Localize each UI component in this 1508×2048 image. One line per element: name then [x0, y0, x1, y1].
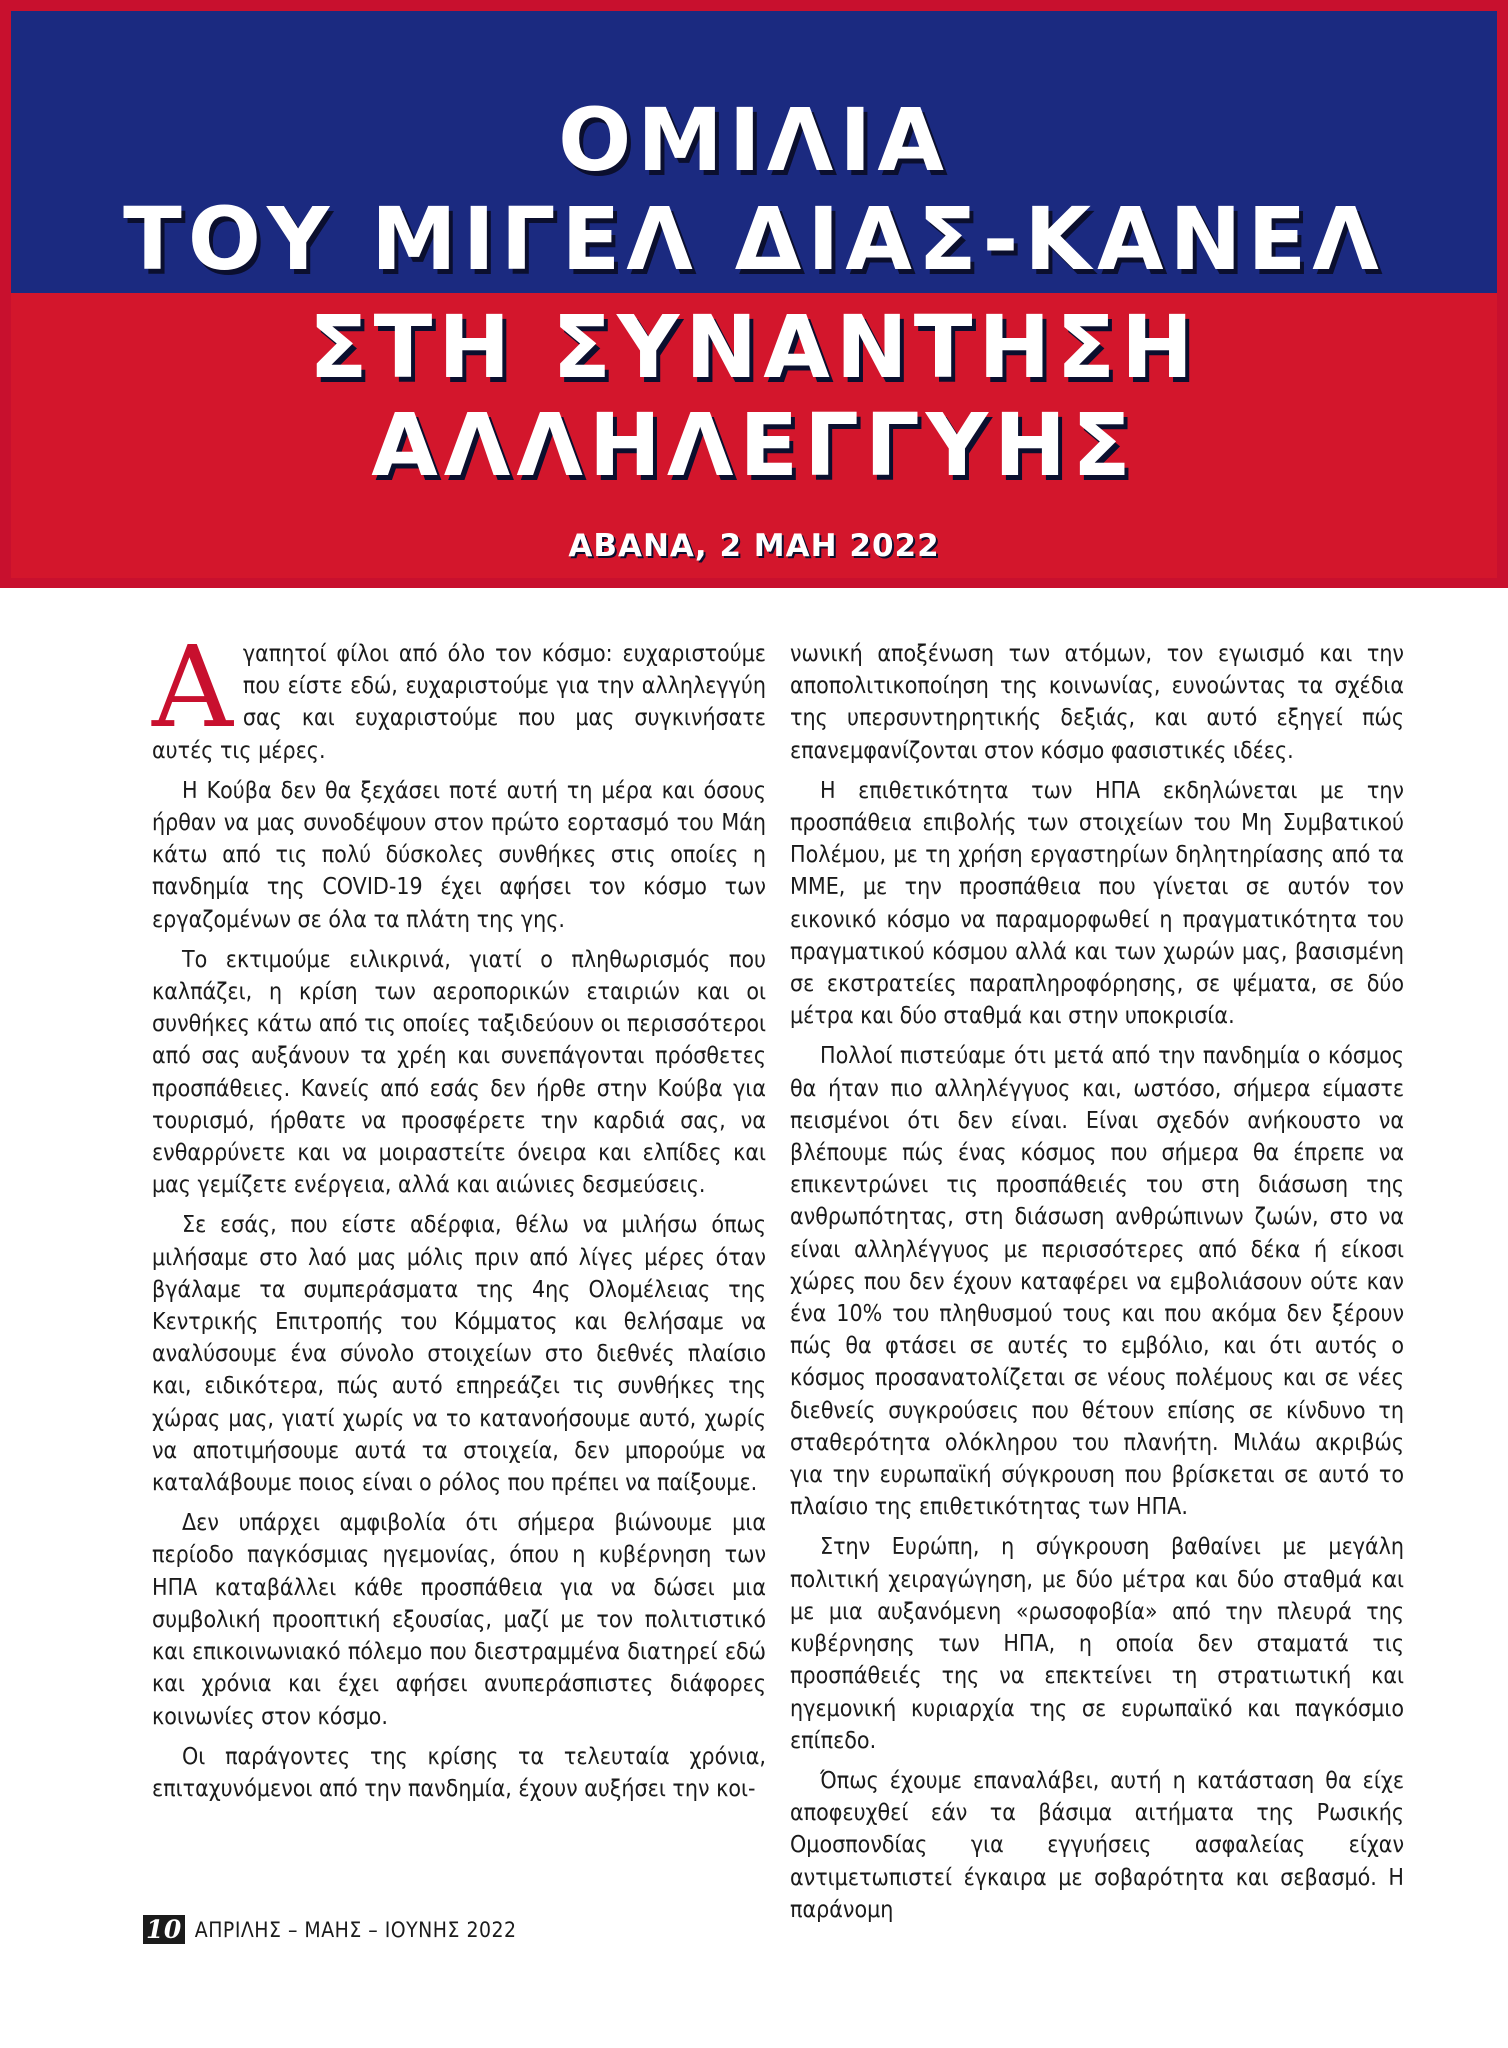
- article-paragraph-continued: νωνική αποξένωση των ατόμων, τον εγωισμό και την αποπολιτικοποίηση της κοινωνίας, ευνοώντας τα σχέδια της υπερσυντηρητικής δεξιάς, και αυτό εξηγεί πώς επανεμφανίζονται στον κόσμο φασιστικές ιδέες.: [790, 641, 1404, 764]
- drop-cap: Α: [152, 623, 233, 753]
- article-column-right: [790, 638, 1404, 1934]
- article-column-left: [152, 623, 766, 1813]
- article-paragraph: Η Κούβα δεν θα ξεχάσει ποτέ αυτή τη μέρα και όσους ήρθαν να μας συνοδέψουν στον πρώτο εορτασμό του Μάη κάτω από τις πολύ δύσκολες συνθήκες στις οποίες η πανδημία της COVID-19 έχει αφήσει τον κόσμο των εργαζομένων σε όλα τα πλάτη της γης.: [152, 777, 766, 933]
- article-paragraph: [152, 623, 766, 767]
- title-line-1: ΟΜΙΛΙΑ: [558, 91, 950, 191]
- article-paragraph: Όπως έχουμε επαναλάβει, αυτή η κατάσταση θα είχε αποφευχθεί εάν τα βάσιμα αιτήματα της Ρωσικής Ομοσπονδίας για εγγυήσεις ασφαλείας είχαν αντιμετωπιστεί έγκαιρα με σοβαρότητα και σεβασμό. Η παράνομη: [790, 1767, 1404, 1923]
- title-line-4: ΑΛΛΗΛΕΓΓΥΗΣ: [371, 396, 1137, 496]
- issue-date: ΑΠΡΙΛΗΣ – ΜΑΗΣ – ΙΟΥΝΗΣ 2022: [194, 1917, 517, 1942]
- article-paragraph: Σε εσάς, που είστε αδέρφια, θέλω να μιλήσω όπως μιλήσαμε στο λαό μας μόλις πριν από λίγες μέρες όταν βγάλαμε τα συμπεράσματα της 4ης Ολομέλειας της Κεντρικής Επιτροπής του Κόμματος και θελήσαμε να αναλύσουμε ένα σύνολο στοιχείων στο διεθνές πλαίσιο και, ειδικότερα, πώς αυτό επηρεάζει τις συνθήκες της χώρας μας, γιατί χωρίς να το κατανοήσουμε αυτό, χωρίς να αποτιμήσουμε αυτά τα στοιχεία, δεν μπορούμε να καταλάβουμε ποιος είναι ο ρόλος που πρέπει να παίξουμε.: [152, 1212, 766, 1497]
- article-paragraph: Η επιθετικότητα των ΗΠΑ εκδηλώνεται με την προσπάθεια επιβολής των στοιχείων του Μη Συμβατικού Πολέμου, με τη χρήση εργαστηρίων δηλητηρίασης από τα ΜΜΕ, με την προσπάθεια που γίνεται σε αυτόν τον εικονικό κόσμο να παραμορφωθεί η πραγματικότητα του πραγματικού κόσμου αλλά και των χωρών μας, βασισμένη σε εκστρατείες παραπληροφόρησης, σε ψέματα, σε δύο μέτρα και δύο σταθμά και στην υποκρισία.: [790, 777, 1404, 1030]
- article-paragraph: Δεν υπάρχει αμφιβολία ότι σήμερα βιώνουμε μια περίοδο παγκόσμιας ηγεμονίας, όπου η κυβέρνηση των ΗΠΑ καταβάλλει κάθε προσπάθεια για να δώσει μια συμβολική προοπτική εξουσίας, μαζί με τον πολιτιστικό και επικοινωνιακό πόλεμο που διεστραμμένα διατηρεί εδώ και χρόνια και έχει αφήσει ανυπεράσπιστες διάφορες κοινωνίες στον κόσμο.: [152, 1510, 766, 1730]
- dateline: ΑΒΑΝΑ, 2 ΜΑΗ 2022: [568, 528, 940, 564]
- title-line-3: ΣΤΗ ΣΥΝΑΝΤΗΣΗ: [308, 298, 1200, 398]
- title-line-2: ΤΟΥ ΜΙΓΕΛ ΔΙΑΣ-ΚΑΝΕΛ: [123, 190, 1385, 290]
- article-paragraph: Το εκτιμούμε ειλικρινά, γιατί ο πληθωρισμός που καλπάζει, η κρίση των αεροπορικών εταιριών και οι συνθήκες κάτω από τις οποίες ταξιδεύουν οι περισσότεροι από σας αυξάνουν τα χρέη και συνεπάγονται πρόσθετες προσπάθειες. Κανείς από εσάς δεν ήρθε στην Κούβα για τουρισμό, ήρθατε να προσφέρετε την καρδιά σας, να ενθαρρύνετε και να μοιραστείτε όνειρα και ελπίδες και μας γεμίζετε ενέργεια, αλλά και αιώνιες δεσμεύσεις.: [152, 946, 766, 1199]
- header-banner: [0, 0, 1508, 588]
- paragraph-text: γαπητοί φίλοι από όλο τον κόσμο: ευχαριστούμε που είστε εδώ, ευχαριστούμε για την αλληλεγγύη σας και ευχαριστούμε που μας συγκινήσατε αυτές τις μέρες.: [152, 641, 766, 764]
- article-paragraph: Πολλοί πιστεύαμε ότι μετά από την πανδημία ο κόσμος θα ήταν πιο αλληλέγγυος και, ωστόσο, σήμερα είμαστε πεισμένοι ότι δεν είναι. Είναι σχεδόν ανήκουστο να βλέπουμε πώς ένας κόσμος που σήμερα θα έπρεπε να επικεντρώνει τις προσπάθειές του στη διάσωση της ανθρωπότητας, στη διάσωση ανθρώπινων ζωών, στο να είναι αλληλέγγυος με περισσότερες από δέκα ή είκοσι χώρες που δεν έχουν καταφέρει να εμβολιάσουν ούτε καν ένα 10% του πληθυσμού τους και που ακόμα δεν ξέρουν πώς θα φτάσει σε αυτές το εμβόλιο, και ότι αυτός ο κόσμος προσανατολίζεται σε νέους πολέμους και σε νέες διεθνείς συγκρούσεις που θέτουν επίσης σε κίνδυνο τη σταθερότητα ολόκληρου του πλανήτη. Μιλάω ακριβώς για την ευρωπαϊκή σύγκρουση που βρίσκεται σε αυτό το πλαίσιο της επιθετικότητας των ΗΠΑ.: [790, 1043, 1404, 1521]
- page-footer: [143, 1915, 517, 1944]
- article-paragraph: Οι παράγοντες της κρίσης τα τελευταία χρόνια, επιταχυνόμενοι από την πανδημία, έχουν αυξήσει την κοι-: [152, 1743, 766, 1802]
- article-paragraph: Στην Ευρώπη, η σύγκρουση βαθαίνει με μεγάλη πολιτική χειραγώγηση, με δύο μέτρα και δύο σταθμά και με μια αυξανόμενη «ρωσοφοβία» από την πλευρά της κυβέρνησης των ΗΠΑ, η οποία δεν σταματά τις προσπάθειές της να επεκτείνει τη στρατιωτική και ηγεμονική κυριαρχία της σε ευρωπαϊκό και παγκόσμιο επίπεδο.: [790, 1534, 1404, 1754]
- page-number: 10: [143, 1915, 185, 1944]
